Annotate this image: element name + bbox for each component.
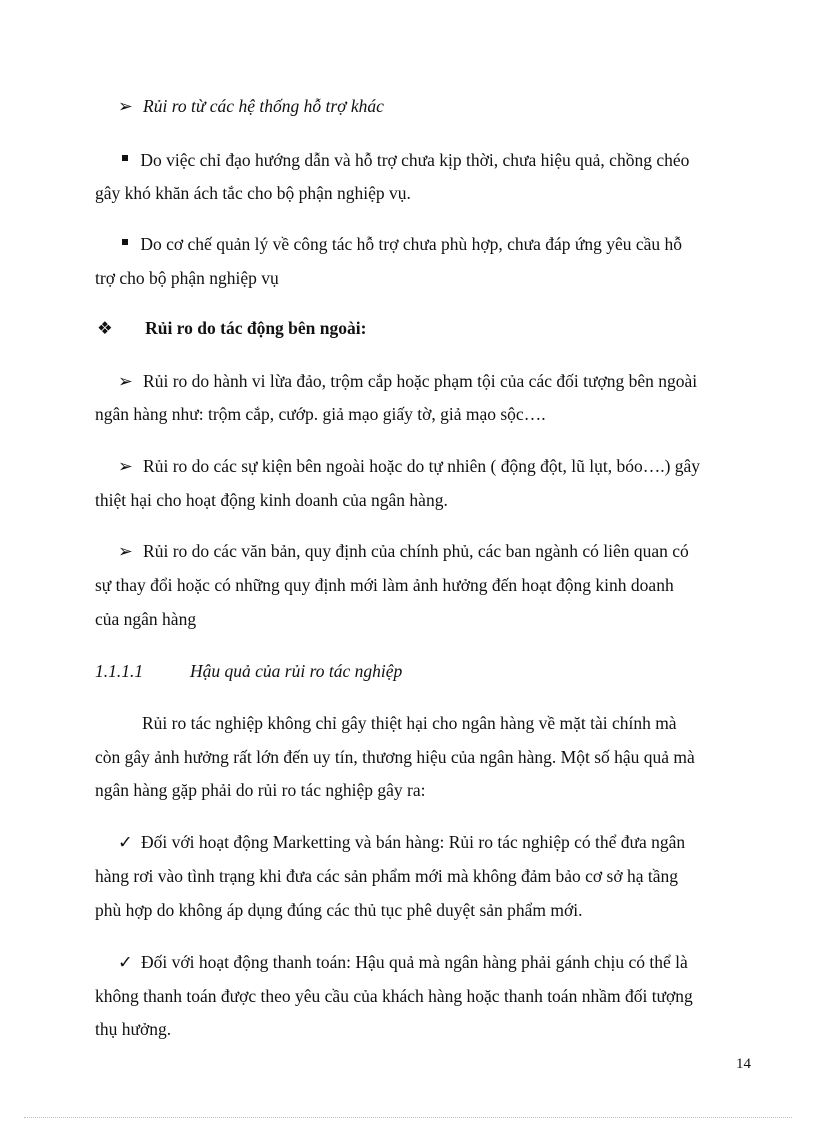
- external-item-3-line2: sự thay đổi hoặc có những quy định mới làm ảnh hưởng đến hoạt động kinh doanh: [95, 575, 674, 595]
- consequence-2-line3: thụ hưởng.: [95, 1019, 172, 1039]
- arrow-bullet-icon: ➢: [118, 542, 133, 562]
- external-item-3-line3: của ngân hàng: [95, 609, 197, 629]
- external-item-1-line1: ➢ Rủi ro do hành vi lừa đảo, trộm cắp hoặc phạm tội của các đối tượng bên ngoài: [118, 371, 698, 392]
- support-bullet-1-line2: gây khó khăn ách tắc cho bộ phận nghiệp vụ.: [95, 183, 411, 203]
- diamond-bullet-icon: ❖: [97, 319, 113, 339]
- consequence-2-line2: không thanh toán được theo yêu cầu của khách hàng hoặc thanh toán nhầm đối tượng: [95, 986, 693, 1006]
- external-item-1-line2: ngân hàng như: trộm cắp, cướp. giả mạo giấy tờ, giả mạo sộc….: [95, 404, 546, 424]
- page-number: 14: [736, 1056, 751, 1072]
- intro-line1: Rủi ro tác nghiệp không chỉ gây thiệt hại cho ngân hàng về mặt tài chính mà: [142, 713, 677, 733]
- consequence-1-line3: phù hợp do không áp dụng đúng các thủ tục phê duyệt sản phẩm mới.: [95, 900, 583, 920]
- external-item-2-line1: ➢ Rủi ro do các sự kiện bên ngoài hoặc do tự nhiên ( động đột, lũ lụt, bóo….) gây: [118, 456, 701, 477]
- intro-line2: còn gây ảnh hưởng rất lớn đến uy tín, thương hiệu của ngân hàng. Một số hậu quả mà: [95, 747, 695, 767]
- external-heading: [97, 318, 366, 339]
- external-item-3-line1: ➢ Rủi ro do các văn bản, quy định của chính phủ, các ban ngành có liên quan có: [118, 541, 689, 562]
- square-bullet-icon: [122, 155, 128, 161]
- footer-divider: [24, 1117, 792, 1118]
- check-bullet-icon: ✓: [118, 953, 133, 973]
- consequence-1-line1: ✓ Đối với hoạt động Marketting và bán hàng: Rủi ro tác nghiệp có thể đưa ngân: [118, 832, 686, 853]
- check-bullet-icon: ✓: [118, 833, 133, 853]
- support-bullet-2-line2: trợ cho bộ phận nghiệp vụ: [95, 268, 279, 288]
- external-item-2-line2: thiệt hại cho hoạt động kinh doanh của ngân hàng.: [95, 490, 448, 510]
- consequence-1-line2: hàng rơi vào tình trạng khi đưa các sản phẩm mới mà không đảm bảo cơ sở hạ tầng: [95, 866, 679, 886]
- arrow-bullet-icon: ➢: [118, 372, 133, 392]
- support-heading-text: Rủi ro từ các hệ thống hỗ trợ khác: [143, 96, 384, 116]
- arrow-bullet-icon: ➢: [118, 457, 133, 477]
- square-bullet-icon: [122, 239, 128, 245]
- support-heading: [118, 96, 384, 117]
- intro-line3: ngân hàng gặp phải do rủi ro tác nghiệp gây ra:: [95, 780, 426, 800]
- support-bullet-2-line1: Do cơ chế quản lý về công tác hỗ trợ chưa phù hợp, chưa đáp ứng yêu cầu hỗ: [122, 234, 740, 254]
- section-title: Hậu quả của rủi ro tác nghiệp: [190, 661, 403, 681]
- support-bullet-1-line1: Do việc chỉ đạo hướng dẫn và hỗ trợ chưa kịp thời, chưa hiệu quả, chồng chéo: [122, 150, 740, 170]
- external-heading-text: Rủi ro do tác động bên ngoài:: [145, 318, 367, 338]
- consequence-2-line1: ✓ Đối với hoạt động thanh toán: Hậu quả mà ngân hàng phải gánh chịu có thể là: [118, 952, 688, 973]
- arrow-bullet-icon: ➢: [118, 97, 133, 117]
- section-number: 1.1.1.1: [95, 661, 144, 681]
